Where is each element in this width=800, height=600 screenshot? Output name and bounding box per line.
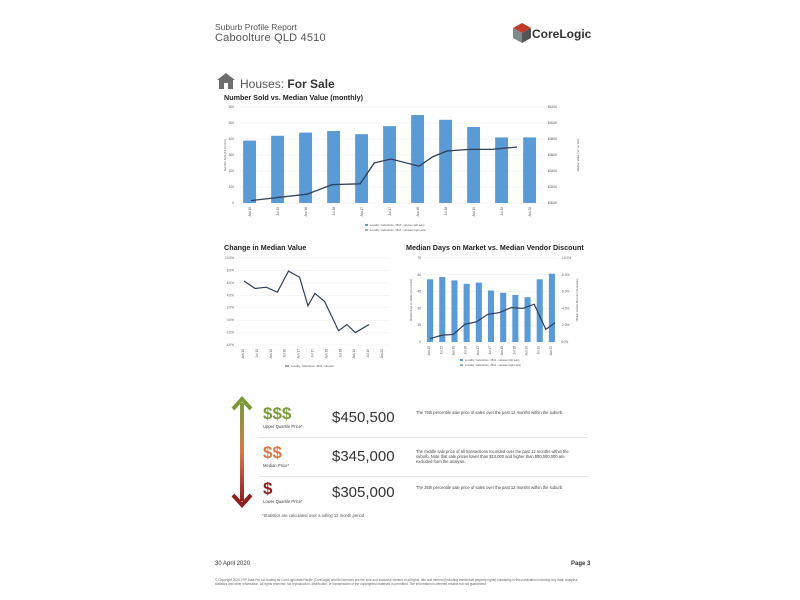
legend-swatch-bar (460, 359, 463, 361)
x-tick-label: Jul 19 (536, 346, 541, 355)
price-label: Median Price* (263, 463, 290, 468)
corelogic-logo-text: CoreLogic (532, 27, 592, 41)
y-left-tick-label: 200 (228, 169, 234, 173)
price-value: $450,500 (332, 409, 395, 426)
legend-label-line: Locality: Caboolture, 4510 - Houses (right axis) (465, 364, 522, 367)
price-range-arrow-icon (228, 395, 256, 510)
x-tick-label: Jan 17 (296, 349, 301, 359)
x-tick-label: Jul 15 (276, 207, 280, 216)
bar (500, 293, 506, 342)
change-chart-title: Change in Median Value (224, 243, 307, 252)
y-left-tick-label: 400 (228, 137, 234, 141)
y-right-axis-title: Median Value (12 months) (576, 138, 580, 172)
report-type: Suburb Profile Report (215, 22, 297, 32)
legend-label: Locality: Caboolture, 4510 - Houses (291, 365, 334, 368)
bar (512, 295, 518, 342)
y-left-tick-label: 60 (417, 272, 421, 277)
x-tick-label: Jan 15 (427, 346, 432, 356)
y-tick-label: 8.0% (226, 268, 234, 273)
y-right-tick-label: -10.0% (561, 256, 572, 260)
x-tick-label: Jan 19 (524, 346, 529, 356)
x-tick-label: Jul 17 (488, 346, 492, 355)
price-label: Lower Quartile Price* (263, 499, 303, 504)
row-divider (258, 476, 588, 477)
x-tick-label: Jan 16 (451, 346, 456, 356)
x-tick-label: Jul 19 (500, 207, 504, 216)
legend-label-bar: Locality: Caboolture, 4510 - Houses (left axis) (465, 359, 520, 362)
y-right-tick-label: 0.0% (561, 340, 569, 344)
house-icon (216, 72, 236, 90)
y-left-axis-title: Number Sold (12 months) (223, 138, 227, 172)
x-tick-label: Jul 18 (338, 349, 343, 358)
x-tick-label: Jan 19 (472, 207, 476, 217)
price-value: $345,000 (332, 448, 395, 465)
section-title-suffix: For Sale (287, 77, 335, 91)
y-left-tick-label: 75 (417, 256, 421, 260)
section-title (240, 77, 335, 91)
legend-swatch-bar (365, 224, 368, 226)
change-chart (215, 252, 395, 377)
footer-page: Page 3 (571, 561, 591, 567)
bar (476, 283, 482, 342)
price-description: The 75th percentile sale price of sales over the past 12 months within the suburb. (416, 410, 564, 415)
bar (427, 279, 433, 342)
y-right-tick-label: $380K (548, 137, 558, 141)
y-tick-label: -2.0% (225, 330, 234, 335)
price-symbol: $$ (263, 443, 282, 462)
section-title-prefix: Houses: (240, 77, 285, 91)
x-tick-label: Jul 16 (282, 349, 287, 358)
x-tick-label: Jan 16 (268, 349, 273, 359)
legend-label-bar: Locality: Caboolture, 4510 - Houses (left axis) (370, 224, 425, 227)
y-left-tick-label: 500 (228, 121, 234, 125)
y-right-tick-label: $320K (548, 185, 558, 189)
dom-chart (400, 252, 585, 377)
x-tick-label: Jul 18 (512, 346, 517, 355)
x-tick-label: Jan 18 (416, 207, 420, 217)
x-tick-label: Jan 18 (500, 346, 505, 356)
y-tick-label: -4.0% (225, 343, 234, 347)
bar (327, 131, 340, 203)
x-tick-label: Jan 17 (475, 346, 480, 356)
y-right-tick-label: -4.0% (561, 306, 570, 311)
y-left-tick-label: 0 (419, 340, 421, 344)
x-tick-label: Jul 18 (444, 207, 448, 216)
y-left-tick-label: 15 (417, 323, 421, 328)
y-right-tick-label: $360K (548, 153, 558, 157)
bar (495, 137, 508, 203)
y-tick-label: 4.0% (226, 293, 234, 298)
x-tick-label: Jan 15 (248, 207, 252, 217)
y-tick-label: 10.0% (224, 256, 234, 260)
legend-label-line: Locality: Caboolture, 4510 - Houses (right axis) (370, 229, 427, 232)
main-chart-title: Number Sold vs. Median Value (monthly) (224, 93, 363, 102)
bar (488, 290, 494, 342)
x-tick-label: Jan 19 (352, 349, 357, 359)
bar (355, 134, 368, 203)
x-tick-label: Jul 17 (388, 207, 392, 216)
y-right-tick-label: -2.0% (561, 323, 570, 328)
x-tick-label: Jul 16 (463, 346, 468, 355)
y-left-tick-label: 300 (228, 153, 234, 157)
y-tick-label: 0.0% (226, 318, 234, 323)
bar (271, 136, 284, 203)
price-description: The middle sale price of all transactions recorded over the past 12 months within the suburb. Note that sale prices lower than $10,000 and higher than $80,000,000 are excluded from the analysis. (416, 449, 569, 465)
y-right-tick-label: -6.0% (561, 289, 570, 294)
x-tick-label: Jan 20 (548, 346, 553, 356)
x-tick-label: Jan 15 (240, 349, 245, 359)
x-tick-label: Jan 17 (360, 207, 364, 217)
bar (525, 297, 531, 342)
price-symbol: $ (263, 479, 273, 498)
y-right-tick-label: $420K (548, 105, 558, 109)
y-tick-label: 6.0% (226, 280, 234, 285)
y-right-tick-label: $400K (548, 121, 558, 125)
bar (549, 274, 555, 342)
bar (523, 137, 536, 203)
footer-date: 30 April 2020 (215, 561, 251, 567)
statistics-note: *Statistics are calculated over a rolling 12 month period (262, 513, 365, 518)
y-left-tick-label: 100 (228, 185, 234, 189)
suburb-title: Caboolture QLD 4510 (215, 32, 326, 44)
x-tick-label: Jan 16 (304, 207, 308, 217)
bar (467, 127, 480, 203)
x-tick-label: Jul 19 (366, 349, 371, 358)
bar (439, 277, 445, 342)
main-chart (215, 100, 585, 235)
x-tick-label: Jul 15 (439, 346, 444, 355)
x-tick-label: Jul 17 (310, 349, 315, 358)
price-value: $305,000 (332, 484, 395, 501)
corelogic-logo-icon (512, 22, 532, 44)
y-right-tick-label: $340K (548, 169, 558, 173)
y-left-axis-title: Median Days on Market (12 months) (410, 279, 413, 321)
change-line (244, 271, 369, 333)
y-right-tick-label: $300K (548, 201, 558, 205)
bar (243, 141, 256, 203)
x-tick-label: Jul 15 (254, 349, 259, 358)
x-tick-label: Jan 20 (528, 207, 532, 217)
price-label: Upper Quartile Price* (263, 424, 303, 429)
footer-copyright: © Copyright 2020 | RP Data Pty Ltd trading as CoreLogic Asia Pacific (CoreLogic) and its licensors are the sole and exclusive owners of all rights, title and interest (including intellectual property rights) subsisting in this publication including any data, analytics, statistics and other information. All rights reserved. No reproduction, distribution, or transmission of the copyrighted materials is permitted. The information is deemed reliable but not guaranteed. (215, 578, 579, 586)
dom-chart-title: Median Days on Market vs. Median Vendor Discount (406, 243, 584, 252)
y-left-tick-label: 45 (417, 289, 421, 294)
y-left-tick-label: 0 (232, 201, 234, 205)
y-right-tick-label: -8.0% (561, 272, 570, 277)
y-left-tick-label: 600 (228, 105, 234, 109)
x-tick-label: Jul 16 (332, 207, 336, 216)
bar (464, 284, 470, 342)
x-tick-label: Jan 20 (380, 349, 385, 359)
y-left-tick-label: 30 (417, 306, 421, 311)
y-right-axis-title: Median Vendor Discount (12 months) (576, 278, 579, 322)
y-tick-label: 2.0% (226, 305, 234, 310)
price-description: The 25th percentile sale price of sales over the past 12 months within the suburb. (416, 485, 564, 490)
bar (383, 126, 396, 203)
row-divider (258, 437, 588, 438)
bar (411, 115, 424, 203)
price-symbol: $$$ (263, 404, 292, 423)
bar (439, 120, 452, 203)
x-tick-label: Jan 18 (324, 349, 329, 359)
